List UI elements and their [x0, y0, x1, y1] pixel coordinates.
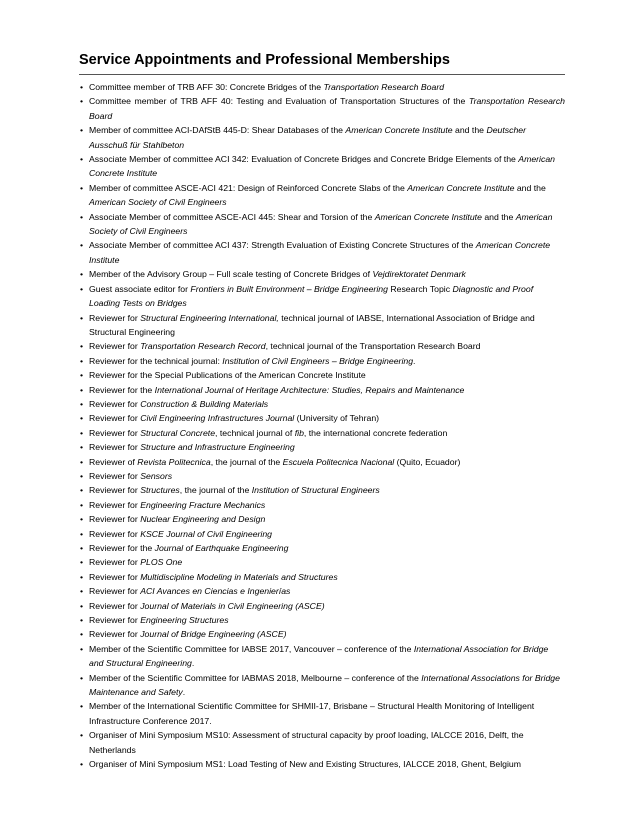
italic-title: International Journal of Heritage Architecture: Studies, Repairs and Maintenance: [154, 384, 465, 395]
bullet-icon: •: [80, 269, 84, 280]
item-text: technical journal of IABSE, International Association of Bridge and Structural Engineering: [89, 312, 535, 337]
bullet-icon: •: [80, 672, 84, 683]
bullet-icon: •: [80, 154, 84, 165]
list-item: [79, 527, 565, 541]
list-item: [79, 181, 565, 210]
item-text: Reviewer for: [89, 629, 141, 640]
italic-title: fib: [294, 427, 304, 438]
item-text: Guest associate editor for: [89, 283, 191, 294]
item-text: , the international concrete federation: [303, 427, 448, 438]
italic-title: Transportation Research Board: [89, 96, 566, 121]
italic-title: Transportation Research Record: [140, 341, 266, 352]
italic-title: Journal of Materials in Civil Engineering (ASCE): [140, 600, 325, 611]
list-item: [79, 123, 565, 152]
italic-title: Journal of Earthquake Engineering: [154, 543, 289, 553]
bullet-icon: •: [80, 211, 84, 222]
item-text: , the journal of the: [210, 456, 283, 467]
item-text: .: [182, 687, 186, 698]
list-item: [79, 699, 565, 728]
item-text: Reviewer for: [89, 341, 141, 352]
italic-title: PLOS One: [140, 557, 183, 568]
item-text: Reviewer for: [89, 312, 141, 323]
list-item: [79, 440, 565, 454]
item-text: Member of committee ASCE-ACI 421: Design of Reinforced Concrete Slabs of the: [89, 182, 408, 193]
item-text: Reviewer for the: [89, 543, 155, 553]
italic-title: American Concrete Institute: [407, 182, 515, 193]
italic-title: Nuclear Engineering and Design: [140, 514, 266, 525]
italic-title: American Society of Civil Engineers: [89, 197, 227, 208]
italic-title: Transportation Research Board: [323, 82, 445, 92]
item-text: Associate Member of committee ACI 342: Evaluation of Concrete Bridges and Concrete Bridge Elements of the: [89, 154, 519, 165]
list-item: [79, 210, 565, 239]
list-item: [79, 570, 565, 584]
appointments-list: [79, 80, 565, 772]
list-item: [79, 555, 565, 569]
bullet-icon: •: [80, 341, 84, 352]
item-text: Reviewer of: [89, 456, 138, 467]
bullet-icon: •: [80, 514, 84, 525]
bullet-icon: •: [80, 456, 84, 467]
item-text: Reviewer for: [89, 499, 141, 510]
list-item: [79, 541, 565, 555]
item-text: Reviewer for: [89, 514, 141, 525]
item-text: Reviewer for the: [89, 384, 155, 395]
bullet-icon: •: [80, 398, 84, 409]
list-item: [79, 238, 565, 267]
italic-title: American Concrete Institute: [374, 211, 482, 222]
italic-title: Construction & Building Materials: [140, 398, 269, 409]
list-item: [79, 80, 565, 94]
item-text: Reviewer for: [89, 600, 141, 611]
list-item: [79, 282, 565, 311]
bullet-icon: •: [80, 413, 84, 424]
bullet-icon: •: [80, 355, 84, 366]
list-item: [79, 642, 565, 671]
italic-title: Deutscher Ausschuß für Stahlbeton: [89, 125, 527, 150]
bullet-icon: •: [80, 557, 84, 568]
list-item: [79, 498, 565, 512]
bullet-icon: •: [80, 571, 84, 582]
bullet-icon: •: [80, 370, 84, 381]
list-item: [79, 411, 565, 425]
bullet-icon: •: [80, 615, 84, 626]
item-text: Member of the Advisory Group – Full scale testing of Concrete Bridges of: [89, 269, 373, 280]
item-text: and the: [514, 182, 546, 193]
bullet-icon: •: [80, 528, 84, 539]
bullet-icon: •: [80, 586, 84, 597]
italic-title: American Concrete Institute: [89, 154, 555, 179]
list-item: [79, 512, 565, 526]
item-text: .: [191, 658, 195, 669]
bullet-icon: •: [80, 82, 84, 92]
item-text: Member of committee ACI-DAfStB 445-D: Shear Databases of the: [89, 125, 346, 136]
item-text: Reviewer for the Special Publications of the American Concrete Institute: [89, 370, 366, 381]
italic-title: American Concrete Institute: [345, 125, 453, 136]
italic-title: Institution of Civil Engineers – Bridge Engineering: [222, 355, 414, 366]
item-text: Reviewer for: [89, 615, 141, 626]
list-item: [79, 483, 565, 497]
item-text: , the journal of the: [179, 485, 252, 496]
list-item: [79, 728, 565, 757]
list-item: [79, 455, 565, 469]
italic-title: Sensors: [140, 470, 173, 481]
item-text: , technical journal of the Transportation Research Board: [265, 341, 481, 352]
bullet-icon: •: [80, 600, 84, 611]
item-text: Reviewer for: [89, 427, 141, 438]
item-text: Associate Member of committee ACI 437: Strength Evaluation of Existing Concrete Structures of the: [89, 240, 476, 251]
italic-title: Structural Concrete: [140, 427, 216, 438]
italic-title: American Society of Civil Engineers: [89, 211, 553, 237]
item-text: Reviewer for: [89, 442, 141, 453]
italic-title: Institution of Structural Engineers: [251, 485, 380, 496]
item-text: Member of the International Scientific Committee for SHMII-17, Brisbane – Structural Health Monitoring of Intelligent Infrastructure Conference 2017.: [89, 701, 535, 726]
list-item: [79, 599, 565, 613]
item-text: (Quito, Ecuador): [394, 456, 461, 467]
item-text: .: [413, 355, 416, 366]
italic-title: Multidiscipline Modeling in Materials and Structures: [140, 571, 338, 582]
heading-underline: [79, 74, 565, 75]
item-text: , technical journal of: [215, 427, 295, 438]
item-text: Associate Member of committee ASCE-ACI 445: Shear and Torsion of the: [89, 211, 375, 222]
bullet-icon: •: [80, 485, 84, 496]
list-item: [79, 354, 565, 368]
bullet-icon: •: [80, 470, 84, 481]
italic-title: Engineering Fracture Mechanics: [140, 499, 266, 510]
list-item: [79, 671, 565, 700]
list-item: [79, 426, 565, 440]
list-item: [79, 757, 565, 771]
item-text: Member of the Scientific Committee for IABSE 2017, Vancouver – conference of the: [89, 643, 414, 654]
italic-title: Vejdirektoratet Denmark: [372, 269, 466, 280]
item-text: Reviewer for: [89, 485, 141, 496]
item-text: (University of Tehran): [294, 413, 380, 424]
item-text: Reviewer for: [89, 413, 141, 424]
list-item: [79, 469, 565, 483]
item-text: Committee member of TRB AFF 30: Concrete Bridges of the: [89, 82, 324, 92]
bullet-icon: •: [80, 283, 84, 294]
italic-title: Diagnostic and Proof Loading Tests on Bridges: [89, 283, 534, 309]
item-text: Research Topic: [387, 283, 453, 294]
item-text: Reviewer for: [89, 470, 141, 481]
item-text: Member of the Scientific Committee for IABMAS 2018, Melbourne – conference of the: [89, 672, 422, 683]
list-item: [79, 94, 565, 123]
bullet-icon: •: [80, 730, 84, 741]
list-item: [79, 152, 565, 181]
item-text: Reviewer for: [89, 571, 141, 582]
italic-title: Structures: [140, 485, 180, 496]
bullet-icon: •: [80, 182, 84, 193]
list-item: [79, 383, 565, 397]
item-text: and the: [452, 125, 487, 136]
list-item: [79, 368, 565, 382]
list-item: [79, 267, 565, 281]
list-item: [79, 311, 565, 340]
list-item: [79, 627, 565, 641]
bullet-icon: •: [80, 125, 84, 136]
item-text: Organiser of Mini Symposium MS10: Assessment of structural capacity by proof loading, IALCCE 2016, Delft, the Netherlands: [89, 730, 524, 755]
italic-title: KSCE Journal of Civil Engineering: [140, 528, 273, 539]
list-item: [79, 584, 565, 598]
italic-title: ACI Avances en Ciencias e Ingenierías: [140, 586, 291, 597]
list-item: [79, 613, 565, 627]
list-item: [79, 397, 565, 411]
italic-title: International Association for Bridge and Structural Engineering: [89, 643, 549, 669]
italic-title: Frontiers in Built Environment – Bridge Engineering: [190, 283, 388, 294]
italic-title: Civil Engineering Infrastructures Journal: [140, 413, 295, 424]
italic-title: Structural Engineering International,: [140, 312, 279, 323]
bullet-icon: •: [80, 629, 84, 640]
italic-title: International Associations for Bridge Maintenance and Safety: [89, 672, 560, 698]
bullet-icon: •: [80, 96, 84, 107]
item-text: Reviewer for the technical journal:: [89, 355, 223, 366]
italic-title: Structure and Infrastructure Engineering: [140, 442, 295, 453]
item-text: Committee member of TRB AFF 40: Testing and Evaluation of Transportation Structures of the: [89, 96, 469, 107]
list-item: [79, 339, 565, 353]
italic-title: Engineering Structures: [140, 615, 229, 626]
item-text: Reviewer for: [89, 557, 141, 568]
bullet-icon: •: [80, 427, 84, 438]
bullet-icon: •: [80, 499, 84, 510]
italic-title: American Concrete Institute: [89, 240, 551, 265]
bullet-icon: •: [80, 240, 84, 251]
bullet-icon: •: [80, 643, 84, 654]
item-text: Organiser of Mini Symposium MS1: Load Testing of New and Existing Structures, IALCCE 2018, Ghent, Belgium: [89, 759, 522, 770]
bullet-icon: •: [80, 701, 84, 712]
item-text: and the: [481, 211, 516, 222]
item-text: Reviewer for: [89, 528, 141, 539]
item-text: Reviewer for: [89, 586, 141, 597]
italic-title: Revista Politecnica: [137, 456, 211, 467]
section-heading: Service Appointments and Professional Memberships: [79, 52, 450, 68]
italic-title: Journal of Bridge Engineering (ASCE): [140, 629, 287, 640]
bullet-icon: •: [80, 442, 84, 453]
bullet-icon: •: [80, 543, 84, 553]
bullet-icon: •: [80, 759, 84, 770]
italic-title: Escuela Politecnica Nacional: [282, 456, 395, 467]
bullet-icon: •: [80, 312, 84, 323]
bullet-icon: •: [80, 384, 84, 395]
item-text: Reviewer for: [89, 398, 141, 409]
